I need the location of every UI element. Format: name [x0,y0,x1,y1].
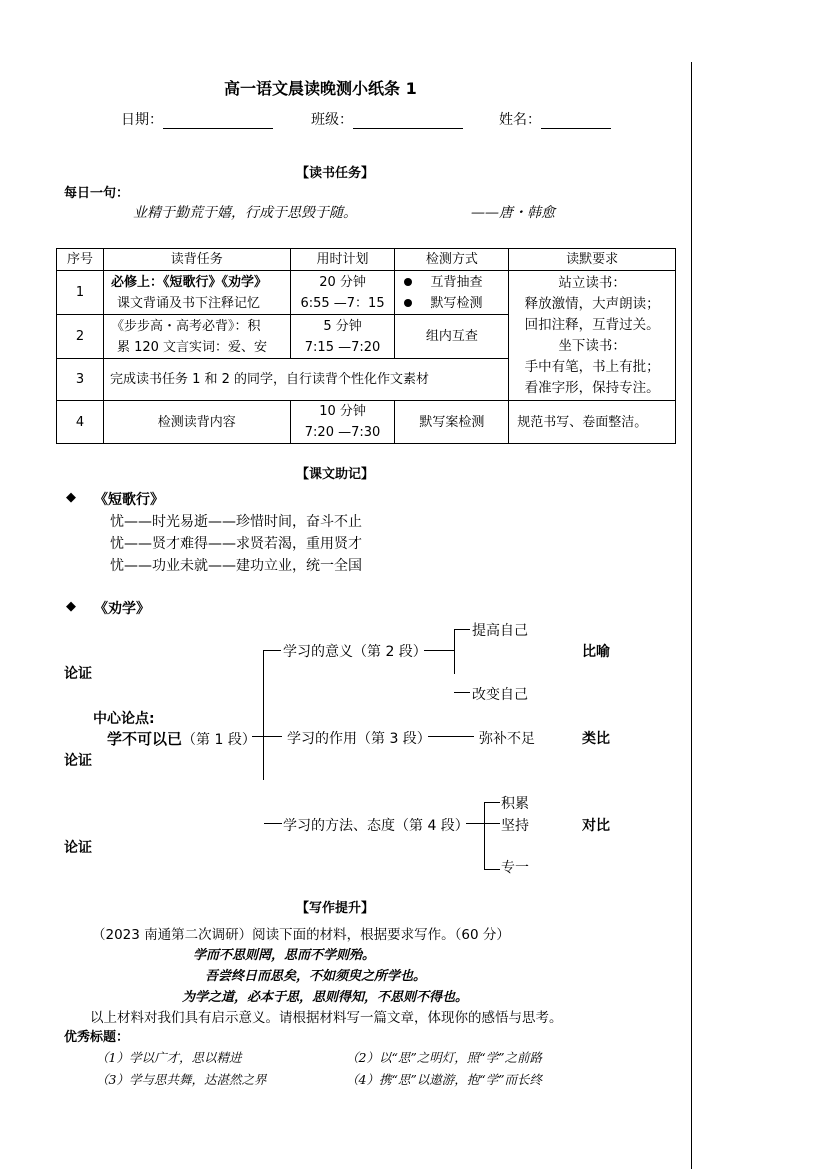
req-cell [509,271,676,401]
tree-meaning-split [454,629,455,674]
section-reading-task: 【读书任务】 [296,166,375,181]
title-item-1: （1）学以广才，思以精进 [96,1050,242,1065]
section-writing: 【写作提升】 [296,901,375,916]
row1-task-line2: 课文背诵及书下注释记忆 [116,295,260,311]
margin-line [691,62,692,1169]
tree-accumulate-branch [484,802,500,803]
analogy-label: 类比 [582,731,610,747]
central-label: 中心论点: [93,711,155,727]
metaphor-label: 比喻 [582,644,610,660]
row1-task [103,271,290,315]
task-table [56,248,676,444]
writing-prompt: （2023 南通第二次调研）阅读下面的材料，根据要求写作。（60 分） [92,927,510,943]
table-row [57,401,676,444]
tree-branch-function [252,736,282,737]
accumulate-node: 积累 [501,796,529,812]
tree-meaning-out [424,650,454,651]
header-req: 读默要求 [509,249,676,271]
duangexing-line-1: 忧——时光易逝——珍惜时间，奋斗不止 [110,514,362,530]
make-up-node: 弥补不足 [479,731,535,747]
central-thesis-para: （第 1 段） [182,732,256,748]
row2-check: 组内互查 [395,315,509,359]
contrast-label: 对比 [582,818,610,834]
duangexing-title: 《短歌行》 [94,492,164,508]
central-thesis-text: 学不可以已 [107,730,183,748]
row3-no: 3 [57,359,104,401]
material-line-2: 吾尝终日而思矣，不如须臾之所学也。 [205,969,427,984]
row2-task [103,315,290,359]
titles-label: 优秀标题： [64,1030,130,1045]
row2-task-line1: 《步步高・高考必背》：积 [110,318,261,334]
header-task: 读背任务 [103,249,290,271]
daily-quote: 业精于勤荒于嬉，行成于思毁于随。 [133,205,357,221]
focus-node: 专一 [501,860,529,876]
tree-method-split [484,802,485,870]
header-time: 用时计划 [290,249,395,271]
duangexing-line-2: 忧——贤才难得——求贤若渴，重用贤才 [110,536,362,552]
title-item-2: （2）以“思”之明灯，照“学”之前路 [346,1050,543,1065]
tree-improve-branch [454,629,470,630]
name-field[interactable] [499,109,611,129]
row3-task: 完成读书任务 1 和 2 的同学，自行读背个性化作文素材 [103,359,508,401]
req-line-5: 手中有笔，书上有批； [524,358,660,375]
table-header-row [57,249,676,271]
daily-label: 每日一句： [64,186,130,201]
class-field[interactable] [311,109,463,129]
quanxue-title: 《劝学》 [94,601,150,617]
diamond-icon: ◆ [66,599,76,614]
req-line-6: 看准字形，保持专注。 [524,379,660,396]
title-item-4: （4）携“思”以遨游，抱“学”而长终 [346,1072,543,1087]
bullet-dot-icon [404,278,412,286]
row4-time-line1: 10 分钟 [319,404,366,419]
material-line-1: 学而不思则罔，思而不学则殆。 [193,948,376,963]
row2-time-line2: 7:15 —7:20 [304,339,381,355]
req-line-1: 站立读书： [558,274,626,291]
tree-branch-meaning [263,650,281,651]
req-line-4: 坐下读书： [558,337,626,354]
row1-check [395,271,509,315]
central-thesis [107,728,256,749]
row4-task: 检测读背内容 [103,401,290,444]
improve-node: 提高自己 [472,623,528,639]
change-node: 改变自己 [472,687,528,703]
class-label: 班级： [311,112,353,128]
tree-function-out [428,736,474,737]
header-no: 序号 [57,249,104,271]
header-check: 检测方式 [395,249,509,271]
req-line-3: 回扣注释，互背过关。 [524,316,660,333]
daily-author: ——唐・韩愈 [471,205,555,221]
row1-time-line2: 6:55 —7：15 [300,295,385,311]
name-label: 姓名： [499,112,541,128]
tree-method-out [466,823,500,824]
diamond-icon: ◆ [66,490,76,505]
tree-branch-method [264,823,282,824]
writing-instruction: 以上材料对我们具有启示意义。请根据材料写一篇文章，体现你的感悟与思考。 [90,1010,563,1026]
row2-time [290,315,395,359]
row2-task-line2: 累 120 文言实词：爱、安 [116,339,268,355]
row1-no: 1 [57,271,104,315]
argument-label-2: 论证 [64,753,92,769]
tree-focus-branch [484,869,500,870]
meaning-node: 学习的意义（第 2 段） [283,644,427,660]
row2-time-line1: 5 分钟 [323,318,362,334]
row4-time [290,401,395,444]
bullet-dot-icon [404,299,412,307]
row1-check2: 默写检测 [398,293,505,314]
row1-check1: 互背抽查 [398,272,505,293]
row4-time-line2: 7:20 —7:30 [304,425,381,440]
row2-no: 2 [57,315,104,359]
duangexing-line-3: 忧——功业未就——建功立业，统一全国 [110,558,362,574]
tree-change-branch [454,692,470,693]
material-line-3: 为学之道，必本于思，思则得知，不思则不得也。 [182,990,469,1005]
date-field[interactable] [121,109,273,129]
date-label: 日期： [121,112,163,128]
req-line-2: 释放激情，大声朗读； [524,295,660,312]
section-text-notes: 【课文助记】 [296,467,375,482]
persist-node: 坚持 [501,818,529,834]
row1-task-line1: 必修上：《短歌行》《劝学》 [110,274,267,290]
table-row [57,271,676,315]
row1-time [290,271,395,315]
row4-req: 规范书写、卷面整洁。 [509,401,676,444]
argument-label-3: 论证 [64,840,92,856]
function-node: 学习的作用（第 3 段） [287,731,431,747]
row1-time-line1: 20 分钟 [319,274,366,290]
tree-main-line [263,650,264,780]
method-node: 学习的方法、态度（第 4 段） [283,818,469,834]
argument-label-1: 论证 [64,666,92,682]
row4-no: 4 [57,401,104,444]
title-item-3: （3）学与思共舞，达湛然之界 [96,1072,267,1087]
row4-check: 默写案检测 [395,401,509,444]
page-title: 高一语文晨读晚测小纸条 1 [224,79,417,98]
